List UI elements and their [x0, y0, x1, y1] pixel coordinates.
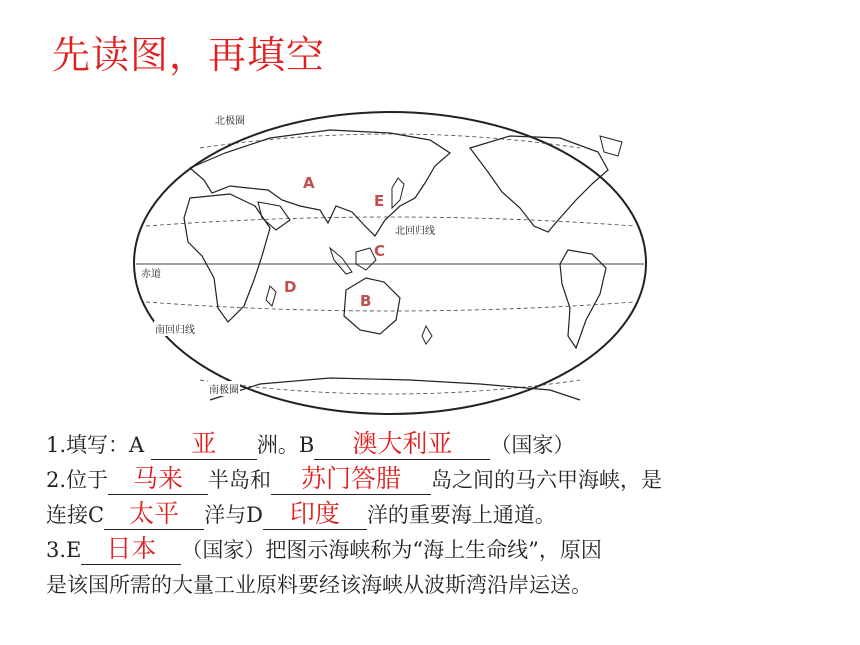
- antarctic-circle-label: 南极圈: [208, 381, 240, 396]
- equator-label: 赤道: [140, 265, 162, 280]
- q2-answer-2: 苏门答腊: [301, 464, 402, 493]
- q1-answer-2: 澳大利亚: [352, 429, 453, 458]
- question-2-line-2: [46, 498, 836, 533]
- tropic-cancer-label: 北回归线: [394, 222, 436, 237]
- q2-text-6: 洋的重要海上通道。: [366, 503, 556, 527]
- q2-text-1: 2.位于: [46, 468, 109, 492]
- marker-b: B: [360, 292, 372, 310]
- q2-answer-4: 印度: [289, 499, 340, 528]
- marker-a: A: [303, 174, 315, 192]
- q1-answer-1: 亚: [191, 429, 217, 458]
- q2-blank-2: [271, 465, 431, 495]
- marker-c: C: [374, 242, 386, 260]
- world-map-graphic: [130, 108, 650, 418]
- question-2-line-1: [46, 463, 836, 498]
- q3-text-3: 是该国所需的大量工业原料要经该海峡从波斯湾沿岸运送。: [46, 573, 592, 597]
- q3-text-1: 3.E: [46, 538, 82, 562]
- world-map: [130, 108, 650, 418]
- arctic-circle-label: 北极圈: [214, 112, 246, 127]
- page-title: 先读图，再填空: [52, 33, 326, 77]
- q1-blank-2: [314, 430, 490, 460]
- q2-blank-3: [104, 500, 204, 530]
- q1-text-2: 洲。B: [256, 433, 315, 457]
- question-1: [46, 428, 836, 463]
- q3-blank-1: [81, 535, 181, 565]
- q2-text-2: 半岛和: [208, 468, 272, 492]
- q2-text-5: 洋与D: [204, 503, 263, 527]
- tropic-capricorn-label: 南回归线: [154, 321, 196, 336]
- marker-d: D: [284, 278, 297, 296]
- q3-text-2: （国家）把图示海峡称为“海上生命线”，原因: [181, 538, 602, 562]
- q2-text-4: 连接C: [46, 503, 105, 527]
- question-3-line-1: [46, 533, 836, 568]
- map-frame: [134, 112, 646, 414]
- q1-text-1: 1.填写：A: [46, 433, 145, 457]
- question-block: [46, 428, 836, 603]
- q1-text-3: （国家）: [490, 433, 575, 457]
- marker-e: E: [374, 192, 385, 210]
- question-3-line-2: [46, 568, 836, 603]
- q2-answer-3: 太平: [129, 499, 180, 528]
- q1-blank-1: [151, 430, 257, 460]
- q2-answer-1: 马来: [133, 464, 184, 493]
- greenland-outline: [600, 136, 622, 156]
- q2-blank-1: [108, 465, 208, 495]
- q3-answer-1: 日本: [106, 534, 157, 563]
- q2-blank-4: [263, 500, 367, 530]
- q2-text-3: 岛之间的马六甲海峡，是: [431, 468, 663, 492]
